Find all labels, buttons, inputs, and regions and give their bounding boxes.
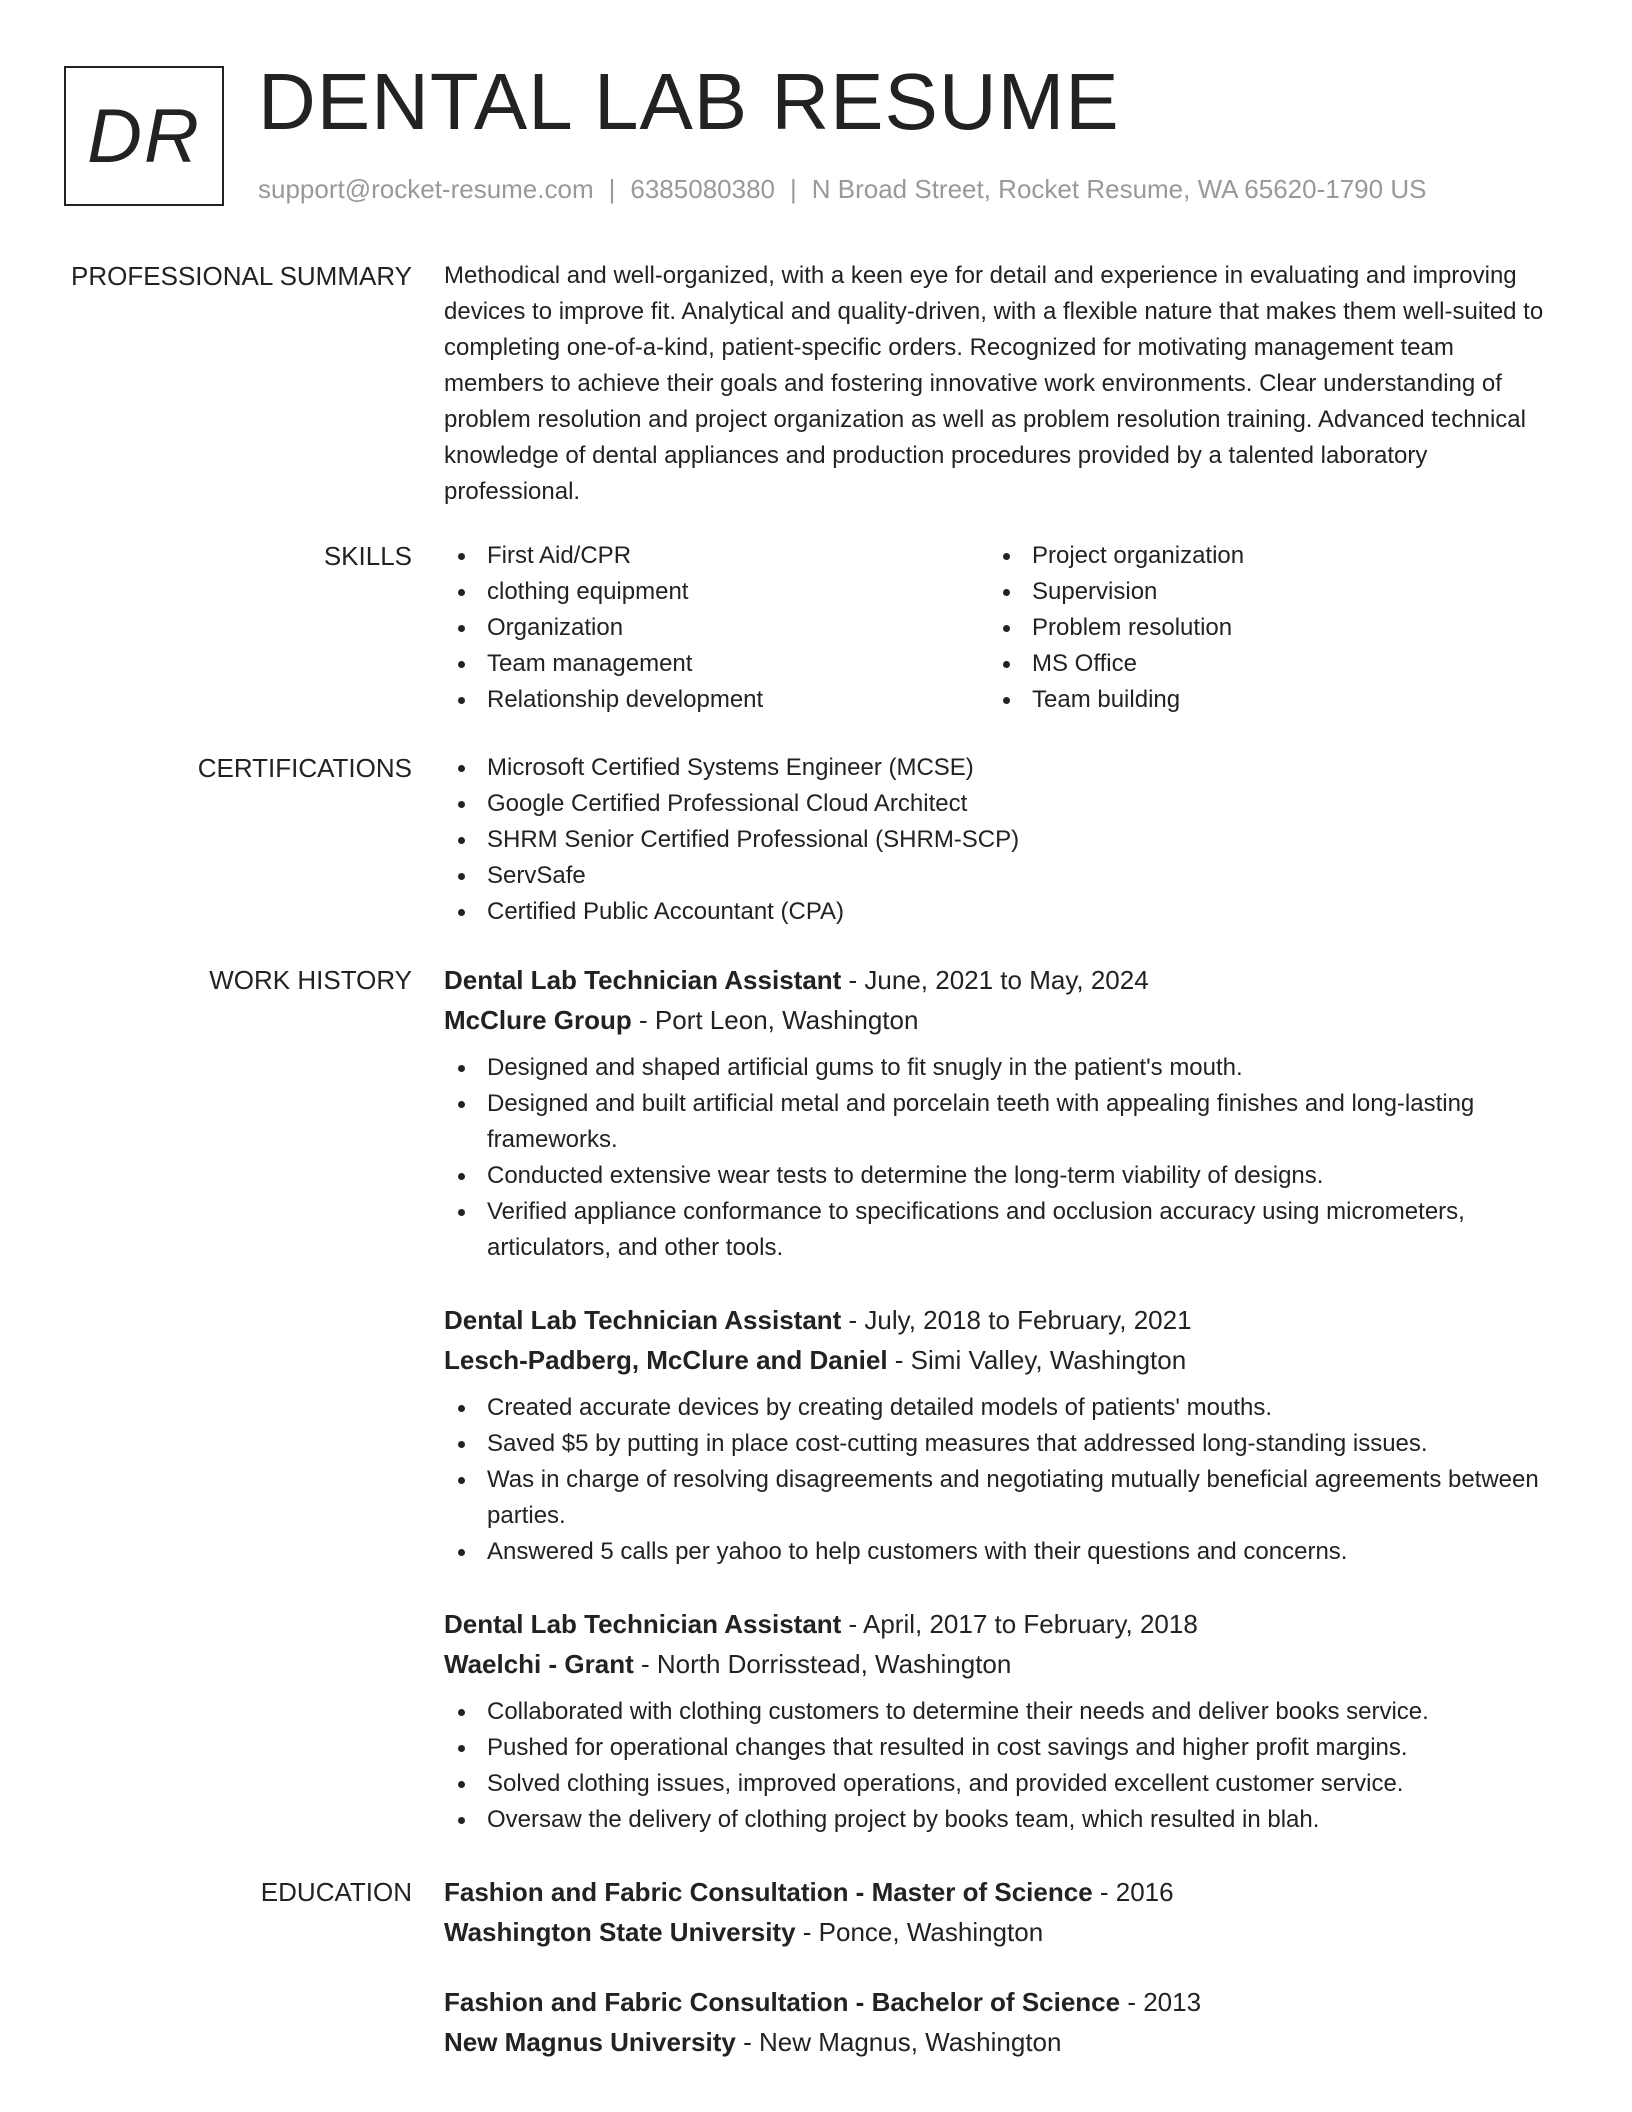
job-company-line [444, 1000, 1556, 1040]
job-bullet: Solved clothing issues, improved operations, and provided excellent customer service. [444, 1766, 1556, 1802]
job-bullet: Conducted extensive wear tests to determine the long-term viability of designs. [444, 1158, 1556, 1194]
job-bullet: Created accurate devices by creating detailed models of patients' mouths. [444, 1390, 1556, 1426]
job-title: Dental Lab Technician Assistant [444, 1305, 842, 1335]
skill-item: First Aid/CPR [444, 538, 989, 574]
education-school-line [444, 1912, 1556, 1952]
certifications-list [444, 750, 1556, 930]
job-bullets [444, 1050, 1556, 1266]
skill-item: Relationship development [444, 682, 989, 718]
education-degree-line [444, 1982, 1556, 2022]
job-location: - Port Leon, Washington [631, 1005, 919, 1035]
education-location: - New Magnus, Washington [735, 2027, 1062, 2057]
skills-grid [444, 538, 1556, 718]
skill-item: Team management [444, 646, 989, 682]
monogram-initials: DR [87, 93, 201, 179]
skill-item: Problem resolution [989, 610, 1534, 646]
education-location: - Ponce, Washington [795, 1917, 1044, 1947]
job-company-line [444, 1340, 1556, 1380]
job-location: - North Dorrisstead, Washington [633, 1649, 1012, 1679]
job-entry [444, 1300, 1556, 1570]
job-bullet: Answered 5 calls per yahoo to help customers with their questions and concerns. [444, 1534, 1556, 1570]
job-title-line [444, 1300, 1556, 1340]
certification-item: Microsoft Certified Systems Engineer (MCSE) [444, 750, 1556, 786]
job-entry [444, 960, 1556, 1266]
skill-item: Supervision [989, 574, 1534, 610]
job-bullet: Was in charge of resolving disagreements and negotiating mutually beneficial agreements between parties. [444, 1462, 1556, 1534]
section-label-education: EDUCATION [260, 1877, 412, 1907]
certification-item: Google Certified Professional Cloud Architect [444, 786, 1556, 822]
education-degree: Fashion and Fabric Consultation - Master of Science [444, 1877, 1093, 1907]
contact-separator: | [790, 174, 797, 204]
contact-separator: | [608, 174, 616, 204]
job-bullet: Saved $5 by putting in place cost-cutting measures that addressed long-standing issues. [444, 1426, 1556, 1462]
contact-phone: 6385080380 [630, 174, 775, 204]
job-entry [444, 1604, 1556, 1838]
job-dates: - June, 2021 to May, 2024 [841, 965, 1149, 995]
certification-item: ServSafe [444, 858, 1556, 894]
job-title-line [444, 960, 1556, 1000]
skill-item: Project organization [989, 538, 1534, 574]
education-year: - 2013 [1120, 1987, 1202, 2017]
section-label-skills: SKILLS [323, 541, 412, 571]
skills-list-right [989, 538, 1534, 718]
section-label-work-history: WORK HISTORY [209, 965, 412, 995]
job-dates: - July, 2018 to February, 2021 [841, 1305, 1192, 1335]
section-label-summary: PROFESSIONAL SUMMARY [71, 261, 412, 291]
job-company: Lesch-Padberg, McClure and Daniel [444, 1345, 888, 1375]
skill-item: MS Office [989, 646, 1534, 682]
contact-line [258, 172, 1426, 206]
job-bullets [444, 1694, 1556, 1838]
certification-item: Certified Public Accountant (CPA) [444, 894, 1556, 930]
job-bullet: Verified appliance conformance to specifications and occlusion accuracy using micrometers, articulators, and other tools. [444, 1194, 1556, 1266]
job-bullet: Designed and built artificial metal and porcelain teeth with appealing finishes and long-lasting frameworks. [444, 1086, 1556, 1158]
education-entry [444, 1982, 1556, 2062]
section-label-certifications: CERTIFICATIONS [197, 753, 412, 783]
job-bullet: Designed and shaped artificial gums to fit snugly in the patient's mouth. [444, 1050, 1556, 1086]
education-school: New Magnus University [444, 2027, 736, 2057]
skill-item: clothing equipment [444, 574, 989, 610]
job-bullet: Oversaw the delivery of clothing project by books team, which resulted in blah. [444, 1802, 1556, 1838]
job-dates: - April, 2017 to February, 2018 [841, 1609, 1198, 1639]
job-title-line [444, 1604, 1556, 1644]
job-company-line [444, 1644, 1556, 1684]
education-degree: Fashion and Fabric Consultation - Bachelor of Science [444, 1987, 1121, 2017]
job-bullets [444, 1390, 1556, 1570]
contact-email: support@rocket-resume.com [258, 174, 594, 204]
job-bullet: Collaborated with clothing customers to determine their needs and deliver books service. [444, 1694, 1556, 1730]
education-year: - 2016 [1092, 1877, 1174, 1907]
contact-address: N Broad Street, Rocket Resume, WA 65620-1790 US [811, 174, 1427, 204]
skill-item: Team building [989, 682, 1534, 718]
job-title: Dental Lab Technician Assistant [444, 965, 842, 995]
skill-item: Organization [444, 610, 989, 646]
job-company: Waelchi - Grant [444, 1649, 634, 1679]
job-company: McClure Group [444, 1005, 632, 1035]
education-degree-line [444, 1872, 1556, 1912]
certification-item: SHRM Senior Certified Professional (SHRM-SCP) [444, 822, 1556, 858]
summary-text: Methodical and well-organized, with a keen eye for detail and experience in evaluating and improving devices to improve fit. Analytical and quality-driven, with a flexible nature that makes them well-suited to completing one-of-a-kind, patient-specific orders. Recognized for motivating management team members to achieve their goals and fostering innovative work environments. Clear understanding of problem resolution and project organization as well as problem resolution training. Advanced technical knowledge of dental appliances and production procedures provided by a talented laboratory professional. [444, 262, 1544, 505]
education-school: Washington State University [444, 1917, 796, 1947]
monogram-badge [64, 66, 224, 206]
job-title: Dental Lab Technician Assistant [444, 1609, 842, 1639]
skills-list-left [444, 538, 989, 718]
job-location: - Simi Valley, Washington [887, 1345, 1187, 1375]
education-school-line [444, 2022, 1556, 2062]
education-entry [444, 1872, 1556, 1952]
resume-title: DENTAL LAB RESUME [258, 57, 1120, 146]
job-bullet: Pushed for operational changes that resulted in cost savings and higher profit margins. [444, 1730, 1556, 1766]
